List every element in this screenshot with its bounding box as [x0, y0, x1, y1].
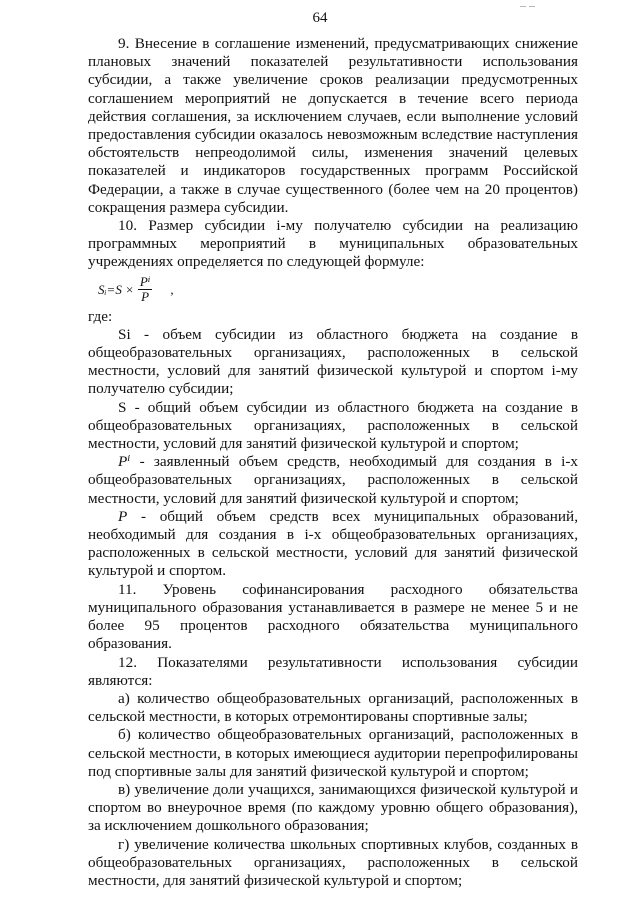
definition-p-text: - общий объем средств всех муниципальных образований, необходимый для создания в i-х общеобразовательных организациях, расположенных в сельской местности, условий для занятий физической культурой и спортом. [88, 507, 578, 580]
paragraph-11: 11. Уровень софинансирования расходного обязательства муниципального образования устанавливается в размере не менее 5 и не более 95 процентов расходного обязательства муниципального образования. [88, 580, 578, 653]
item-g: г) увеличение количества школьных спортивных клубов, созданных в общеобразовательных организациях, расположенных в сельской местности, для занятий физической культурой и спортом; [88, 835, 578, 889]
item-b: б) количество общеобразовательных организаций, расположенных в сельской местности, в которых имеющиеся аудитории перепрофилированы под спортивные залы для занятий физической культурой и спортом; [88, 726, 578, 780]
paragraph-10: 10. Размер субсидии i-му получателю субсидии на реализацию программных мероприятий в муниципальных образовательных учреждениях определяется по следующей формуле: [88, 217, 578, 271]
formula-comma: , [170, 281, 174, 297]
definition-pi [88, 453, 578, 508]
definition-si: Si - объем субсидии из областного бюджета на создание в общеобразовательных организациях, расположенных в сельской местности, условий для занятий физической культурой и спортом i-му получателю субсидии; [88, 325, 578, 398]
item-a: а) количество общеобразовательных организаций, расположенных в сельской местности, в которых отремонтированы спортивные залы; [88, 689, 578, 726]
formula-numerator: Pⁱ [139, 274, 151, 290]
definition-s: S - общий объем субсидии из областного бюджета на создание в общеобразовательных организациях, расположенных в сельской местности, условий для занятий физической культурой и спортом; [88, 398, 578, 453]
page-number: 64 [312, 10, 328, 26]
formula-lhs: Sᵢ=S × [98, 281, 134, 297]
subsidy-formula [98, 272, 578, 308]
paragraph-12: 12. Показателями результативности использования субсидии являются: [88, 653, 578, 689]
formula-fraction [138, 275, 153, 304]
definition-p [88, 508, 578, 581]
pi-symbol: Pⁱ [118, 453, 131, 471]
item-v: в) увеличение доли учащихся, занимающихся физической культурой и спортом во внеурочное время (по каждому уровню общего образования), за исключением дошкольного образования; [88, 780, 578, 835]
corner-mark: _ _ [520, 0, 535, 8]
p-symbol: P [118, 507, 128, 525]
document-body [88, 35, 578, 890]
definition-pi-text: - заявленный объем средств, необходимый для создания в i-х общеобразовательных организациях, расположенных в сельской местности, условий для занятий физической культурой и спортом; [88, 453, 578, 507]
formula-denominator: P [141, 289, 150, 305]
paragraph-9: 9. Внесение в соглашение изменений, предусматривающих снижение плановых значений показателей результативности использования субсидии, а также увеличение сроков реализации предусмотренных соглашением мероприятий не допускается в течение всего периода действия соглашения, за исключением случаев, если выполнение условий предоставления субсидии оказалось невозможным вследствие наступления обстоятельств непреодолимой силы, изменения значений целевых показателей и индикаторов государственных программ Российской Федерации, а также в случае существенного (более чем на 20 процентов) сокращения размера субсидии. [88, 35, 578, 216]
where-label: где: [88, 307, 113, 325]
